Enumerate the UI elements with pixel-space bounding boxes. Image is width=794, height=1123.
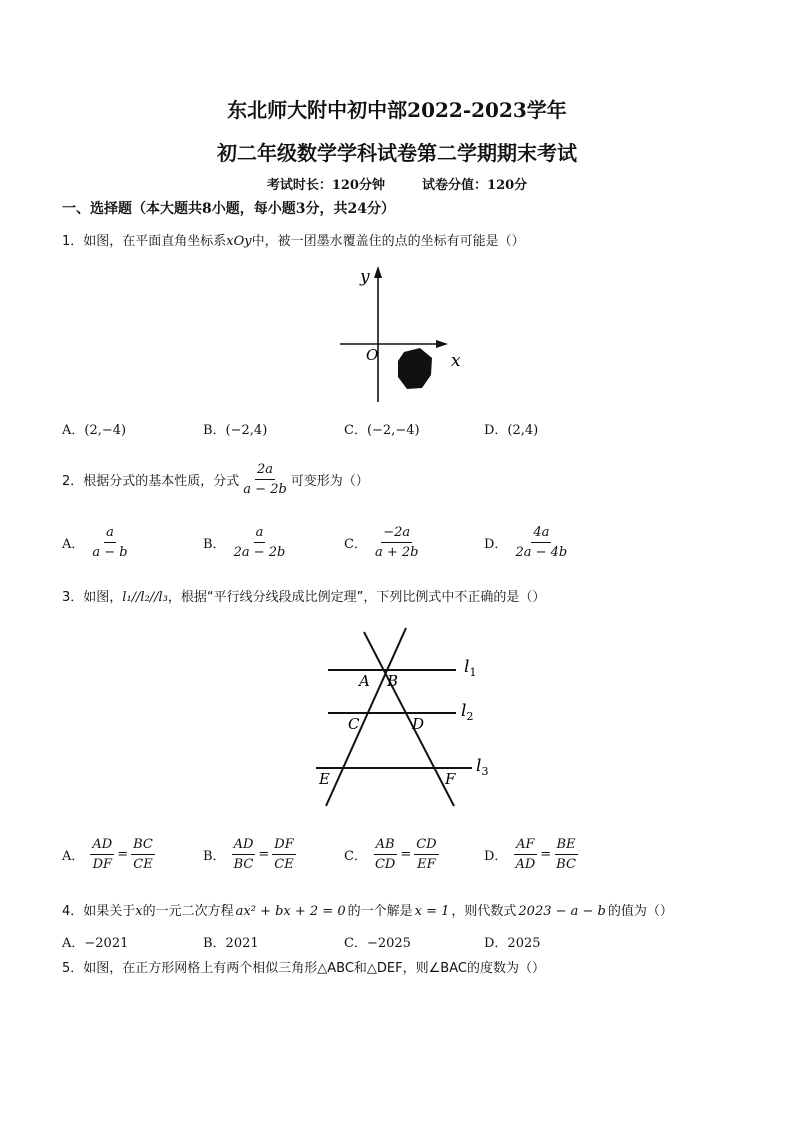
q1-coord: xOy xyxy=(226,234,252,249)
q1-option-c: C．(−2,−4) xyxy=(344,423,420,438)
q3-suffix: ，根据“平行线分线段成比例定理”，下列比例式中不正确的是（） xyxy=(167,590,546,605)
section-heading: 一、选择题（本大题共8小题，每小题3分，共24分） xyxy=(62,201,395,217)
point-c-label: C xyxy=(348,715,360,733)
q3-option-d: D． $\frac{AF}{AD}$ = $\frac{BE}{BC}$ xyxy=(484,837,576,872)
question-2-text xyxy=(62,460,375,499)
q2-fraction: $\frac{2a}{a - 2b}$ xyxy=(243,462,287,497)
duration-text: 考试时长：120分钟 xyxy=(266,178,385,193)
q3-option-b: B． $\frac{AD}{BC}$ = $\frac{DF}{CE}$ xyxy=(203,837,294,872)
q1-prefix: 1．如图，在平面直角坐标系 xyxy=(62,234,227,249)
q4-option-d: D．2025 xyxy=(484,936,541,951)
line-l1-label: $l_1$ xyxy=(464,657,477,679)
q1-option-b: B．(−2,4) xyxy=(203,423,268,438)
q1-figure xyxy=(330,262,470,410)
exam-meta xyxy=(0,174,794,193)
point-d-label: D xyxy=(412,715,425,733)
school-title: 东北师大附中初中部2022-2023学年 xyxy=(227,98,567,122)
line-l2-label: $l_2$ xyxy=(461,701,474,723)
line-l3-label: $l_3$ xyxy=(476,756,489,778)
q4-option-c: C．−2025 xyxy=(344,936,411,951)
transversal-right xyxy=(364,632,454,806)
q3-option-a: A． $\frac{AD}{DF}$ = $\frac{BC}{CE}$ xyxy=(62,837,153,872)
q2-option-d: D． $\frac{4a}{2a - 4b}$ xyxy=(484,525,568,560)
score-text: 试卷分值：120分 xyxy=(422,178,528,193)
x-axis-label: x xyxy=(451,351,461,371)
x-axis-arrow xyxy=(436,340,448,348)
exam-title: 初二年级数学学科试卷第二学期期末考试 xyxy=(217,141,577,165)
origin-label: O xyxy=(366,346,379,364)
point-b-label: B xyxy=(387,672,399,690)
question-1-text xyxy=(62,230,525,249)
q4-solution: x = 1 xyxy=(414,904,450,919)
q3-option-c: C． $\frac{AB}{CD}$ = $\frac{CD}{EF}$ xyxy=(344,837,437,872)
point-f-label: F xyxy=(445,770,456,788)
q4-option-a: A．−2021 xyxy=(62,936,129,951)
q2-prefix: 2．根据分式的基本性质，分式 xyxy=(62,474,240,489)
transversal-left xyxy=(326,628,406,806)
q4-equation: ax² + bx + 2 = 0 xyxy=(235,904,346,919)
q3-parallel-lines: l₁//l₂//l₃ xyxy=(122,590,168,605)
y-axis-arrow xyxy=(374,266,382,278)
point-a-label: A xyxy=(359,672,370,690)
q4-variable: x xyxy=(135,904,143,919)
ink-blot xyxy=(398,348,432,389)
q3-prefix: 3．如图， xyxy=(62,590,123,605)
q2-suffix: 可变形为（） xyxy=(290,474,369,489)
q3-figure xyxy=(306,620,506,812)
y-axis-label: y xyxy=(360,267,370,287)
q2-option-a: A． $\frac{a}{a - b}$ xyxy=(62,525,128,560)
q4-expression: 2023 − a − b xyxy=(518,904,606,919)
q2-option-c: C． $\frac{-2a}{a + 2b}$ xyxy=(344,525,419,560)
point-e-label: E xyxy=(319,770,330,788)
q1-option-a: A．(2,−4) xyxy=(62,423,127,438)
question-5-text: 5．如图，在正方形网格上有两个相似三角形△ABC和△DEF，则∠BAC的度数为（） xyxy=(62,961,545,976)
q2-option-b: B． $\frac{a}{2a - 2b}$ xyxy=(203,525,286,560)
q1-suffix: 中，被一团墨水覆盖住的点的坐标有可能是（） xyxy=(251,234,525,249)
question-4-text: 4．如果关于x的一元二次方程 ax² + bx + 2 = 0 的一个解是 x = 1 ，则代数式 2023 − a − b 的值为（） xyxy=(62,904,673,919)
question-3-text xyxy=(62,586,545,605)
q4-option-b: B．2021 xyxy=(203,936,259,951)
q1-option-d: D．(2,4) xyxy=(484,423,539,438)
